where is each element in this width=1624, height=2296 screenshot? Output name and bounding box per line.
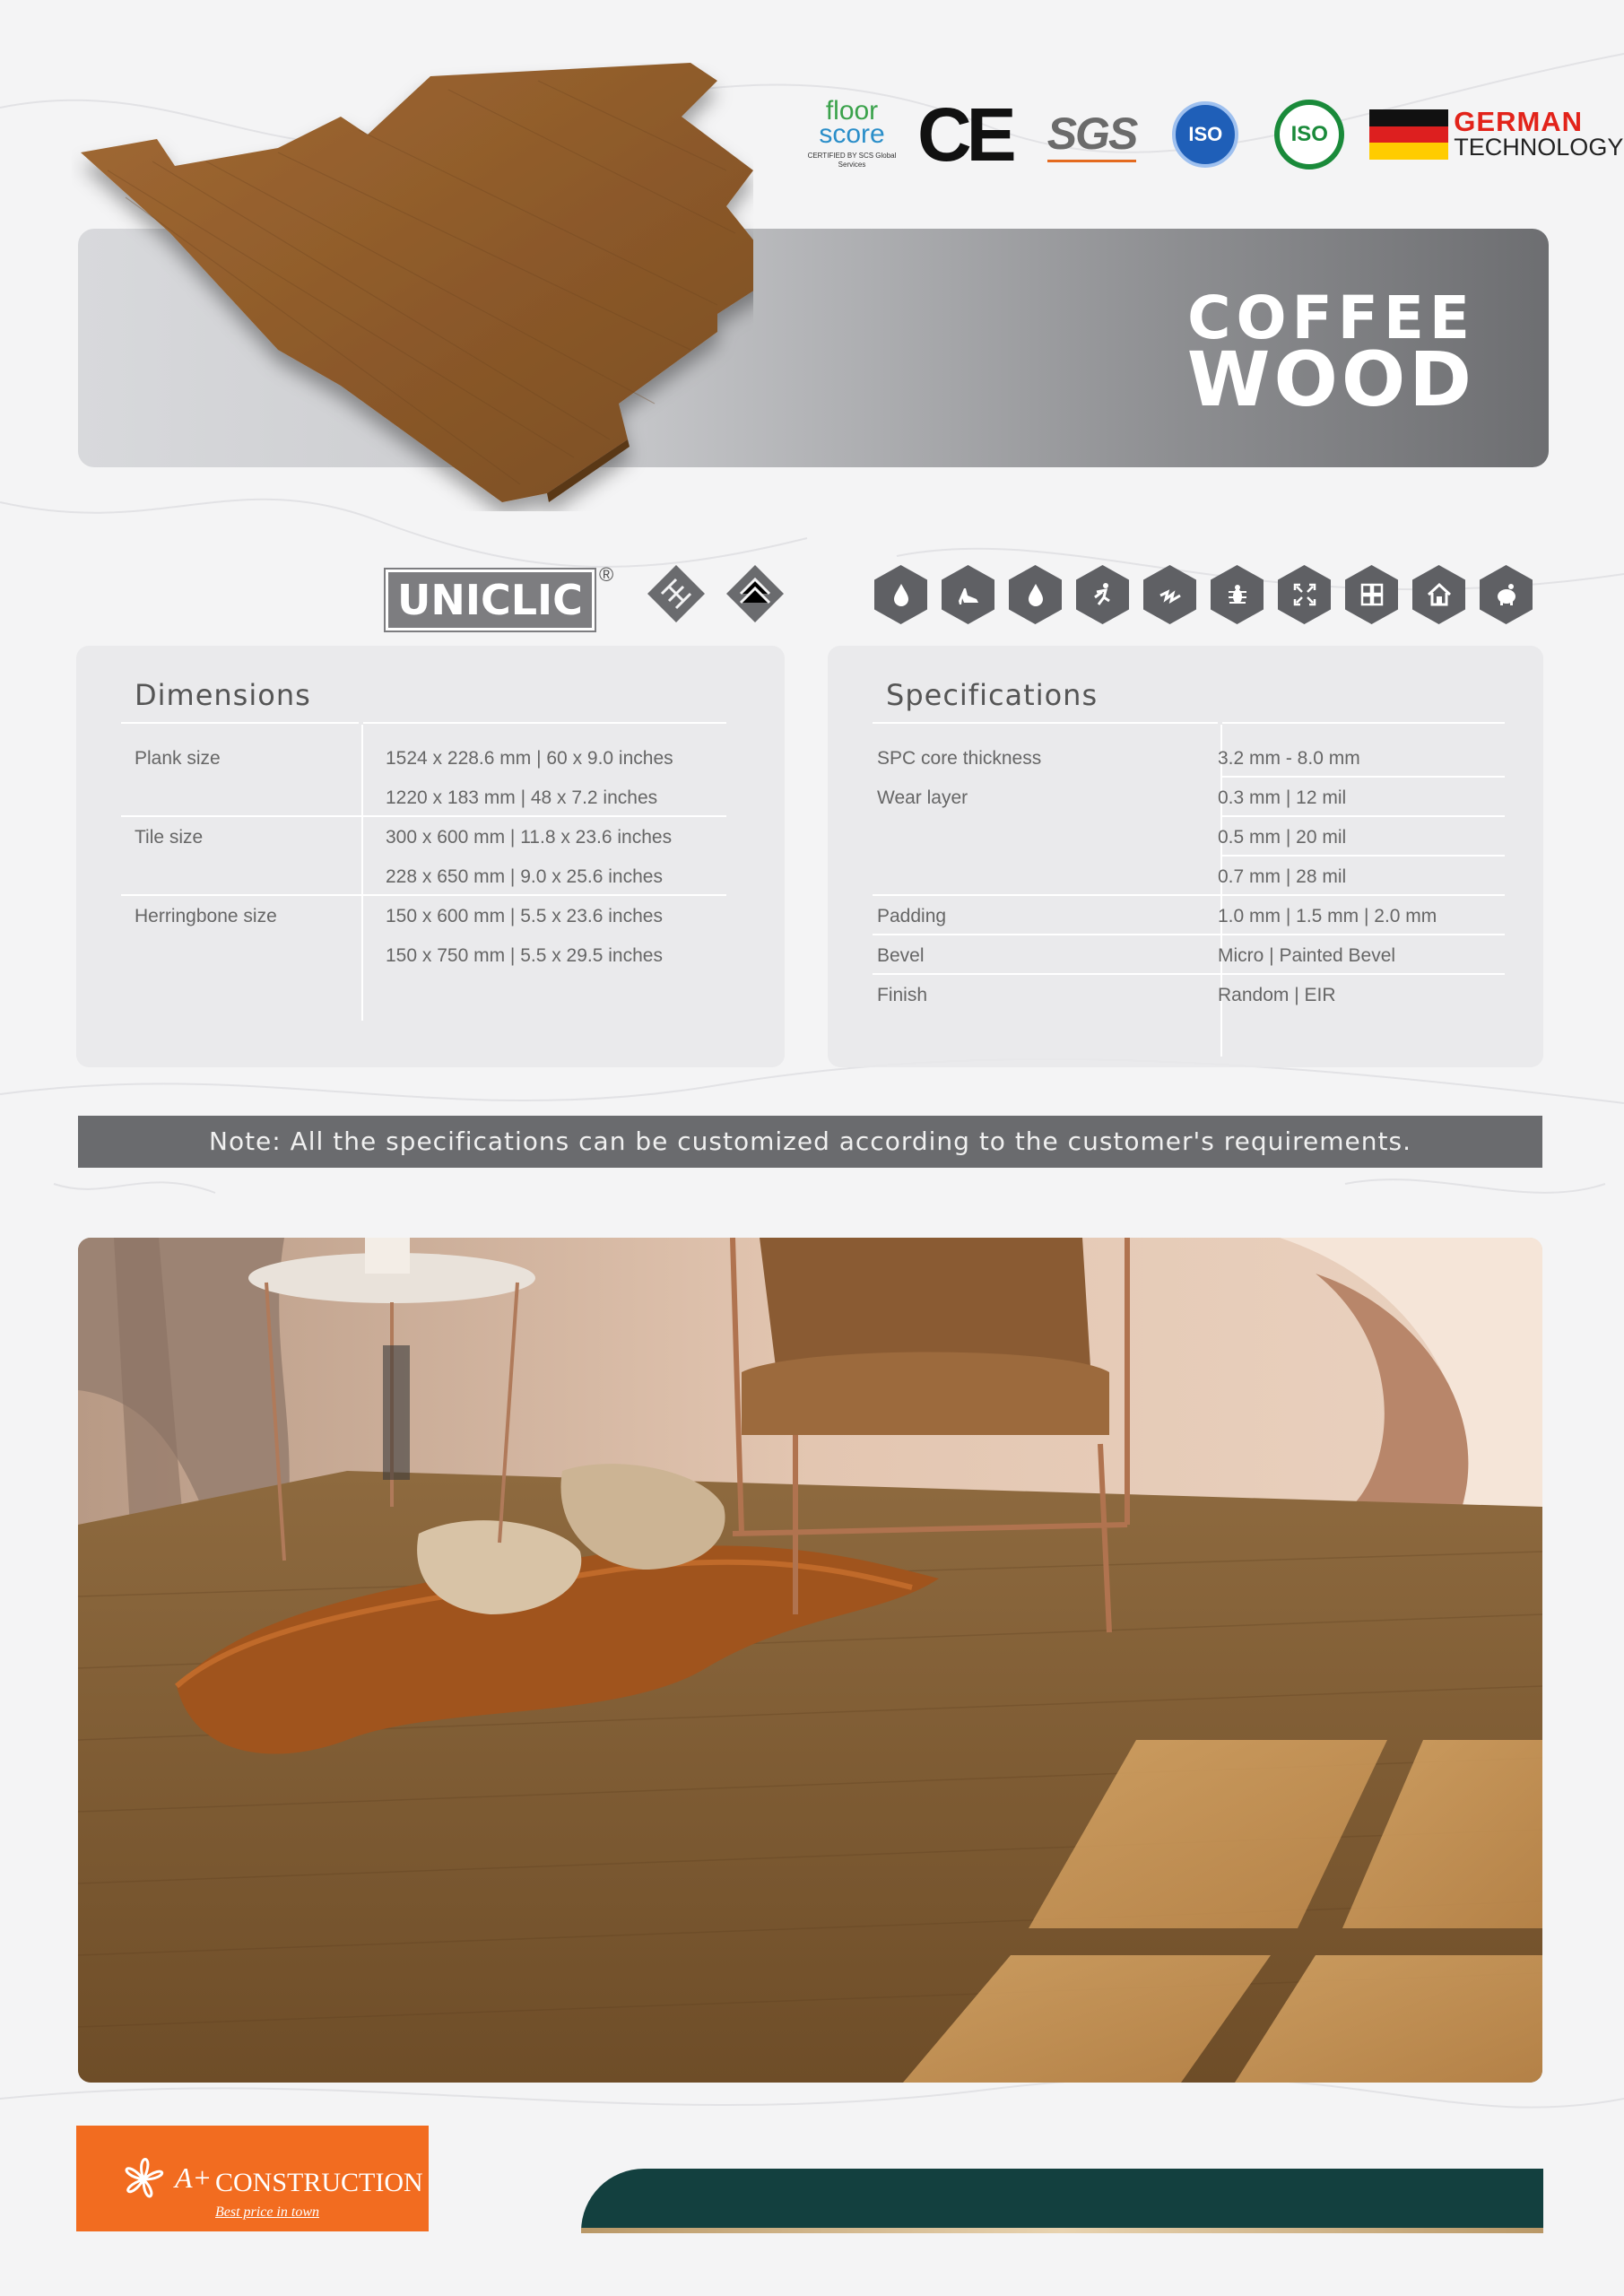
company-mark: A+	[175, 2161, 213, 2194]
specifications-header-rule	[873, 722, 1218, 724]
dimension-value: 150 x 600 mm | 5.5 x 23.6 inches	[386, 906, 663, 926]
slip-resistant-icon	[1076, 565, 1129, 624]
high-heel-icon	[942, 565, 994, 624]
herringbone-pattern-icon	[646, 563, 707, 624]
dimension-value: 1524 x 228.6 mm | 60 x 9.0 inches	[386, 748, 673, 769]
specifications-title: Specifications	[886, 678, 1099, 712]
dimension-label: Plank size	[135, 748, 221, 769]
ce-mark: CE	[917, 91, 1012, 177]
spec-value: Random | EIR	[1218, 985, 1336, 1005]
table-row	[135, 854, 744, 893]
dimension-label: Herringbone size	[135, 906, 277, 926]
table-row	[877, 972, 1523, 1012]
company-slogan: Best price in town	[215, 2205, 319, 2220]
footer-bar	[581, 2169, 1543, 2231]
dimension-value: 300 x 600 mm | 11.8 x 23.6 inches	[386, 827, 673, 848]
dimension-value: 228 x 650 mm | 9.0 x 25.6 inches	[386, 866, 663, 887]
certification-logos	[803, 85, 1623, 184]
dimensions-panel	[76, 646, 785, 1067]
table-row	[135, 893, 744, 933]
wood-plank-sample	[72, 63, 753, 511]
table-row	[877, 933, 1523, 972]
droplet-icon	[874, 565, 927, 624]
german-technology-line2: TECHNOLOGY	[1454, 134, 1624, 161]
product-title	[1186, 283, 1475, 423]
piggy-bank-icon	[1480, 565, 1533, 624]
table-row	[135, 814, 744, 854]
tile-pattern-icon	[1345, 565, 1398, 624]
room-scene-image	[78, 1238, 1542, 2083]
german-technology	[1454, 106, 1624, 161]
spec-value: 1.0 mm | 1.5 mm | 2.0 mm	[1218, 906, 1437, 926]
spec-value: 3.2 mm - 8.0 mm	[1218, 748, 1360, 769]
iso-9001-badge: ISO	[1172, 101, 1238, 168]
home-icon	[1412, 565, 1465, 624]
scratch-resistant-icon	[1143, 565, 1196, 624]
table-row	[135, 775, 744, 814]
table-row	[877, 814, 1523, 854]
spec-value: 0.5 mm | 20 mil	[1218, 827, 1347, 848]
sgs-logo: SGS	[1047, 108, 1137, 162]
spec-label: Padding	[877, 906, 947, 926]
specifications-header-rule	[1222, 722, 1505, 724]
registered-mark: ®	[599, 563, 614, 586]
specifications-panel	[828, 646, 1543, 1067]
table-row	[877, 735, 1523, 775]
dimension-label: Tile size	[135, 827, 204, 848]
floorscore-line1: floor	[825, 96, 879, 126]
uniclic-logo: UNICLIC	[386, 570, 595, 631]
product-title-line1: COFFEE	[1187, 283, 1475, 352]
table-row	[877, 775, 1523, 814]
floorscore-logo	[803, 96, 901, 170]
dimensions-header-rule	[363, 722, 726, 724]
footer-gold-stripe	[581, 2228, 1543, 2233]
company-logo	[76, 2126, 429, 2231]
spec-value: Micro | Painted Bevel	[1218, 945, 1396, 966]
spec-label: Wear layer	[877, 787, 968, 808]
chevron-pattern-icon	[725, 563, 786, 624]
feature-icons	[874, 565, 1533, 624]
dimensions-title: Dimensions	[135, 678, 311, 712]
table-row	[135, 933, 744, 972]
customization-note: Note: All the specifications can be customized according to the customer's requirements.	[78, 1116, 1542, 1168]
spec-label: Bevel	[877, 945, 925, 966]
expand-icon	[1278, 565, 1331, 624]
table-row	[877, 854, 1523, 893]
spec-label: SPC core thickness	[877, 748, 1042, 769]
water-drop-icon	[1009, 565, 1062, 624]
spec-value: 0.3 mm | 12 mil	[1218, 787, 1347, 808]
company-name: CONSTRUCTION	[215, 2168, 423, 2197]
flower-logo-icon	[108, 2148, 179, 2211]
dimension-value: 1220 x 183 mm | 48 x 7.2 inches	[386, 787, 658, 808]
dimension-value: 150 x 750 mm | 5.5 x 29.5 inches	[386, 945, 663, 966]
termite-resistant-icon	[1211, 565, 1264, 624]
product-title-line2: WOOD	[1186, 335, 1475, 423]
german-technology-line1: GERMAN	[1454, 106, 1584, 137]
table-row	[135, 735, 744, 775]
table-row	[877, 893, 1523, 933]
floorscore-line2: score	[819, 119, 885, 149]
dimensions-header-rule	[121, 722, 359, 724]
german-flag-icon	[1369, 109, 1448, 160]
iso-14001-badge: ISO	[1274, 100, 1344, 170]
spec-label: Finish	[877, 985, 928, 1005]
floorscore-caption: CERTIFIED BY SCS Global Services	[807, 152, 897, 169]
spec-value: 0.7 mm | 28 mil	[1218, 866, 1347, 887]
